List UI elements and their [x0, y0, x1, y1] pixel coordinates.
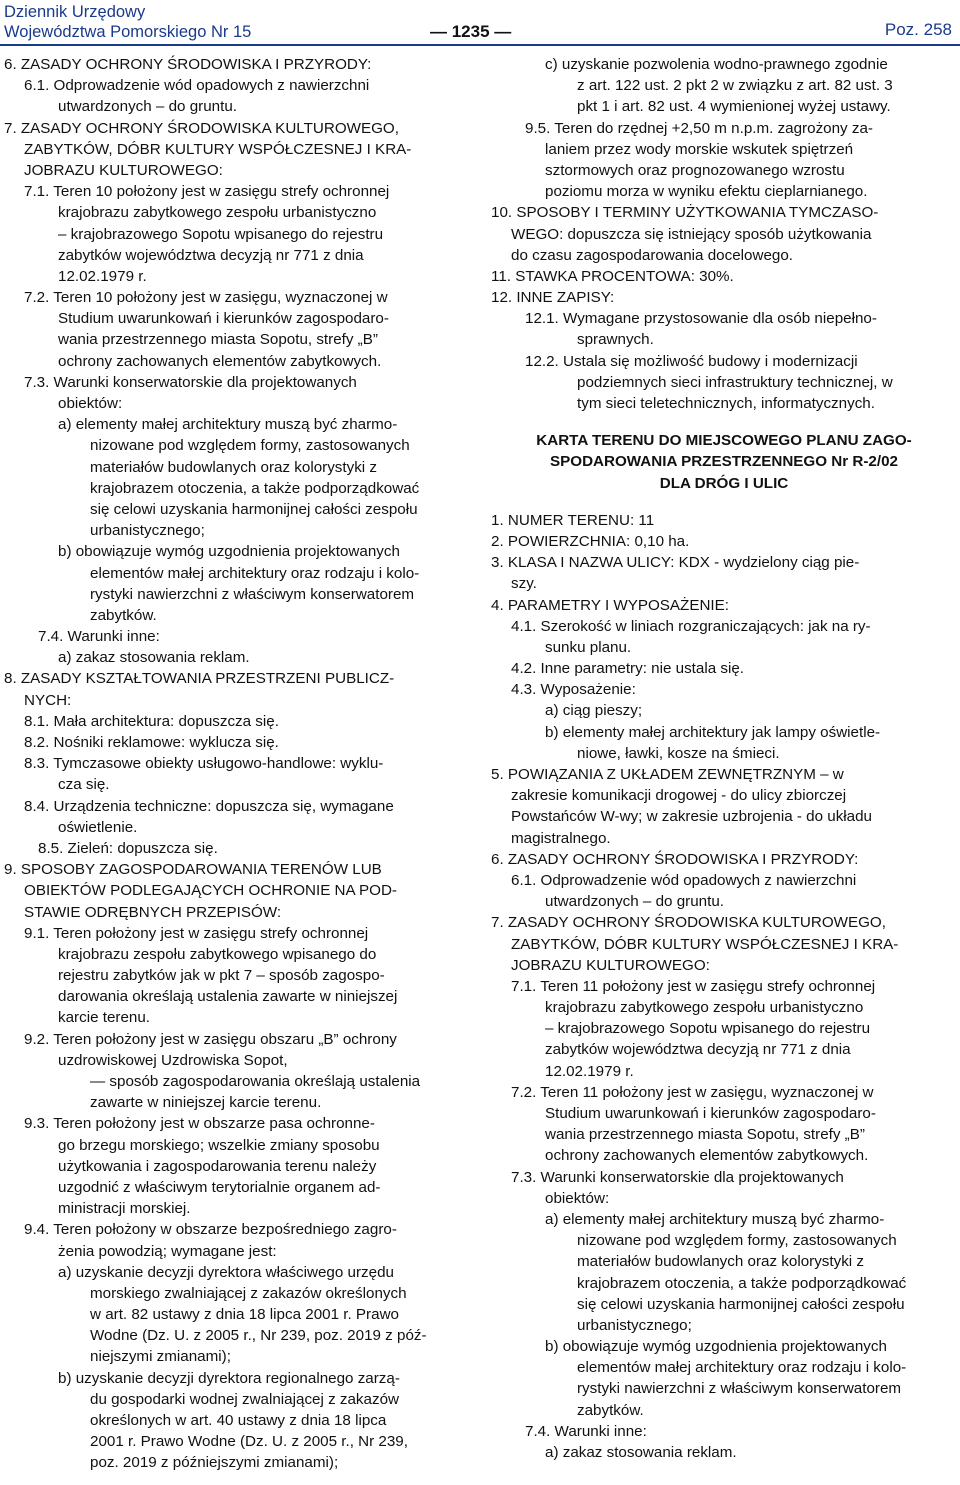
text-line: 9.5. Teren do rzędnej +2,50 m n.p.m. zagrożony za-	[525, 119, 873, 137]
text-line: 7.3. Warunki konserwatorskie dla projektowanych	[511, 1168, 844, 1186]
text-line: 9.2. Teren położony jest w zasięgu obszaru „B” ochrony	[24, 1030, 397, 1048]
page-number: — 1235 —	[430, 22, 512, 41]
text-line: 9.3. Teren położony jest w obszarze pasa ochronne-	[24, 1115, 375, 1133]
text-line: magistralnego.	[511, 829, 611, 847]
text-line: a) ciąg pieszy;	[545, 702, 643, 720]
text-line: nizowane pod względem formy, zastosowanych	[90, 437, 410, 455]
text-line: 8.4. Urządzenia techniczne: dopuszcza się, wymagane	[24, 797, 394, 815]
text-line: zabytków województwa decyzją nr 771 z dnia	[545, 1041, 851, 1059]
text-line: do czasu zagospodarowania docelowego.	[511, 246, 794, 264]
text-line: uzdrowiskowej Uzdrowiska Sopot,	[58, 1051, 288, 1069]
card-title-line: KARTA TERENU DO MIEJSCOWEGO PLANU ZAGO-	[536, 432, 912, 450]
text-line: sztormowych oraz prognozowanego wzrostu	[545, 161, 845, 179]
text-line: żenia powodzią; wymagane jest:	[58, 1242, 277, 1260]
text-line: elementów małej architektury oraz rodzaju i kolo-	[90, 564, 420, 582]
text-line: — sposób zagospodarowania określają ustalenia	[90, 1073, 421, 1090]
text-line: urbanistycznego;	[577, 1316, 692, 1334]
section-spacer	[491, 494, 957, 510]
text-line: 7.3. Warunki konserwatorskie dla projektowanych	[24, 373, 357, 391]
text-line: zawarte w niniejszej karcie terenu.	[90, 1094, 322, 1112]
text-line: OBIEKTÓW PODLEGAJĄCYCH OCHRONIE NA POD-	[24, 882, 397, 900]
text-line: 11. STAWKA PROCENTOWA: 30%.	[491, 267, 734, 285]
text-line: wania przestrzennego miasta Sopotu, strefy „B”	[58, 331, 378, 349]
section-spacer	[491, 414, 957, 430]
text-line: laniem przez wody morskie wskutek spiętrzeń	[545, 140, 854, 158]
text-line: 12.1. Wymagane przystosowanie dla osób niepełno-	[525, 310, 877, 328]
text-line: 6.1. Odprowadzenie wód opadowych z nawierzchni	[511, 871, 857, 889]
journal-title	[4, 2, 251, 42]
text-line: rystyki nawierzchni z właściwym konserwatorem	[90, 585, 415, 603]
text-line: zakresie komunikacji drogowej - do ulicy zbiorczej	[511, 787, 847, 805]
text-line: sunku planu.	[545, 638, 632, 656]
text-line: oświetlenie.	[58, 818, 138, 836]
text-line: WEGO: dopuszcza się istniejący sposób użytkowania	[511, 225, 872, 243]
text-line: 4. PARAMETRY I WYPOSAŻENIE:	[491, 596, 729, 614]
text-line: się celowi uzyskania harmonijnej całości zespołu	[577, 1295, 905, 1313]
text-line: darowania określają ustalenia zawarte w niniejszej	[58, 988, 398, 1006]
text-line: się celowi uzyskania harmonijnej całości zespołu	[90, 500, 418, 518]
text-line: b) obowiązuje wymóg uzgodnienia projektowanych	[58, 543, 400, 561]
card-title-line: SPODAROWANIA PRZESTRZENNEGO Nr R-2/02	[550, 453, 898, 471]
text-line: krajobrazu zabytkowego zespołu urbanistyczno	[545, 999, 864, 1017]
text-line: 10. SPOSOBY I TERMINY UŻYTKOWANIA TYMCZASO-	[491, 204, 879, 222]
right-column	[491, 54, 957, 1463]
journal-issue: Województwa Pomorskiego Nr 15	[4, 23, 252, 41]
text-line: niowe, ławki, kosze na śmieci.	[577, 744, 780, 762]
text-line: 2. POWIERZCHNIA: 0,10 ha.	[491, 532, 690, 550]
text-line: a) zakaz stosowania reklam.	[545, 1444, 737, 1461]
text-line: 7.4. Warunki inne:	[38, 628, 160, 646]
text-line: elementów małej architektury oraz rodzaju i kolo-	[577, 1359, 907, 1377]
text-line: szy.	[511, 575, 537, 593]
text-line: JOBRAZU KULTUROWEGO:	[511, 956, 710, 974]
text-line: 6.1. Odprowadzenie wód opadowych z nawierzchni	[24, 77, 370, 95]
text-line: 7.1. Teren 11 położony jest w zasięgu strefy ochronnej	[511, 977, 876, 995]
text-line: – krajobrazowego Sopotu wpisanego do rejestru	[545, 1020, 871, 1038]
text-line: c) uzyskanie pozwolenia wodno-prawnego zgodnie	[545, 56, 888, 73]
text-line: utwardzonych – do gruntu.	[58, 98, 237, 116]
text-line: 7.2. Teren 10 położony jest w zasięgu, wyznaczonej w	[24, 289, 388, 307]
text-line: b) elementy małej architektury jak lampy oświetle-	[545, 723, 881, 741]
text-line: rejestru zabytków jak w pkt 7 – sposób zagospo-	[58, 967, 385, 985]
text-line: NYCH:	[24, 691, 72, 709]
text-line: krajobrazem otoczenia, a także podporządkować	[577, 1274, 907, 1292]
text-line: Studium uwarunkowań i kierunków zagospodaro-	[58, 310, 389, 328]
text-line: a) elementy małej architektury muszą być zharmo-	[58, 416, 398, 434]
text-line: podziemnych sieci infrastruktury technicznej, w	[577, 373, 893, 391]
text-line: JOBRAZU KULTUROWEGO:	[24, 161, 223, 179]
text-line: 8.1. Mała architektura: dopuszcza się.	[24, 712, 279, 730]
text-line: poziomu morza w wyniku efektu cieplarnianego.	[545, 183, 868, 201]
text-line: sprawnych.	[577, 331, 654, 349]
text-line: uzgodnić z właściwym terytorialnie organem ad-	[58, 1178, 381, 1196]
text-line: 3. KLASA I NAZWA ULICY: KDX - wydzielony ciąg pie-	[491, 554, 860, 572]
text-line: rystyki nawierzchni z właściwym konserwatorem	[577, 1380, 902, 1398]
text-line: użytkowania i zagospodarowania terenu należy	[58, 1157, 377, 1175]
text-line: 4.2. Inne parametry: nie ustala się.	[511, 660, 745, 678]
text-line: urbanistycznego;	[90, 522, 205, 540]
text-line: zabytków.	[90, 606, 157, 624]
text-line: materiałów budowlanych oraz kolorystyki z	[577, 1253, 864, 1271]
text-line: obiektów:	[545, 1189, 610, 1207]
text-line: du gospodarki wodnej zwalniającej z zakazów	[90, 1390, 399, 1408]
text-line: z art. 122 ust. 2 pkt 2 w związku z art. 82 ust. 3	[577, 77, 893, 95]
text-line: 4.1. Szerokość w liniach rozgraniczających: jak na ry-	[511, 617, 871, 635]
text-line: nizowane pod względem formy, zastosowanych	[577, 1232, 897, 1250]
text-line: 8.2. Nośniki reklamowe: wyklucza się.	[24, 734, 279, 751]
text-line: ochrony zachowanych elementów zabytkowych.	[545, 1147, 869, 1165]
text-line: ZABYTKÓW, DÓBR KULTURY WSPÓŁCZESNEJ I KRA-	[24, 140, 412, 158]
text-line: utwardzonych – do gruntu.	[545, 893, 724, 911]
text-line: poz. 2019 z późniejszymi zmianami);	[90, 1454, 339, 1472]
text-line: 7. ZASADY OCHRONY ŚRODOWISKA KULTUROWEGO,	[491, 914, 886, 932]
text-line: STAWIE ODRĘBNYCH PRZEPISÓW:	[24, 903, 282, 921]
text-line: 7.2. Teren 11 położony jest w zasięgu, wyznaczonej w	[511, 1083, 874, 1101]
text-line: krajobrazu zabytkowego zespołu urbanistyczno	[58, 204, 377, 222]
text-line: 7.4. Warunki inne:	[525, 1422, 647, 1440]
text-line: morskiego zwalniającej z zakazów określonych	[90, 1284, 407, 1302]
card-title	[491, 430, 957, 494]
text-line: a) uzyskanie decyzji dyrektora właściwego urzędu	[58, 1263, 394, 1281]
text-line: 7.1. Teren 10 położony jest w zasięgu strefy ochronnej	[24, 183, 390, 201]
text-line: niejszymi zmianami);	[90, 1348, 231, 1366]
text-line: 5. POWIĄZANIA Z UKŁADEM ZEWNĘTRZNYM – w	[491, 766, 844, 783]
page-header	[0, 0, 960, 46]
text-line: 9.4. Teren położony w obszarze bezpośredniego zagro-	[24, 1221, 397, 1239]
text-line: 2001 r. Prawo Wodne (Dz. U. z 2005 r., Nr 239,	[90, 1433, 408, 1451]
text-line: materiałów budowlanych oraz kolorystyki z	[90, 458, 377, 476]
text-line: ochrony zachowanych elementów zabytkowych.	[58, 352, 382, 370]
left-column	[4, 54, 466, 1474]
text-line: a) elementy małej architektury muszą być zharmo-	[545, 1210, 885, 1228]
text-line: 9. SPOSOBY ZAGOSPODAROWANIA TERENÓW LUB	[4, 861, 382, 879]
text-line: tym sieci teletechnicznych, informatycznych.	[577, 395, 875, 412]
text-line: 12. INNE ZAPISY:	[491, 289, 615, 307]
text-line: określonych w art. 40 ustawy z dnia 18 lipca	[90, 1412, 387, 1429]
text-line: 4.3. Wyposażenie:	[511, 681, 636, 699]
text-line: krajobrazu zespołu zabytkowego wpisanego do	[58, 945, 377, 963]
text-line: go brzegu morskiego; wszelkie zmiany sposobu	[58, 1136, 380, 1154]
card-title-line: DLA DRÓG I ULIC	[659, 474, 789, 492]
right-column-bottom-section	[491, 510, 957, 1463]
text-line: obiektów:	[58, 395, 123, 412]
text-line: zabytków województwa decyzją nr 771 z dnia	[58, 246, 364, 264]
text-line: zabytków.	[577, 1401, 644, 1419]
text-line: 1. NUMER TERENU: 11	[491, 511, 655, 529]
text-line: wania przestrzennego miasta Sopotu, strefy „B”	[545, 1126, 865, 1144]
text-line: ZABYTKÓW, DÓBR KULTURY WSPÓŁCZESNEJ I KRA-	[511, 935, 899, 953]
text-line: krajobrazem otoczenia, a także podporządkować	[90, 479, 420, 497]
position-number: Poz. 258	[884, 20, 952, 39]
text-line: 6. ZASADY OCHRONY ŚRODOWISKA I PRZYRODY:	[491, 850, 859, 868]
text-line: 8.3. Tymczasowe obiekty usługowo-handlowe: wyklu-	[24, 755, 384, 773]
text-line: b) uzyskanie decyzji dyrektora regionalnego zarzą-	[58, 1369, 400, 1387]
text-line: w art. 82 ustawy z dnia 18 lipca 2001 r. Prawo	[90, 1306, 399, 1324]
text-line: karcie terenu.	[58, 1009, 151, 1027]
text-line: Wodne (Dz. U. z 2005 r., Nr 239, poz. 2019 z póź-	[90, 1327, 427, 1345]
text-line: 6. ZASADY OCHRONY ŚRODOWISKA I PRZYRODY:	[4, 56, 372, 73]
header-divider	[0, 44, 960, 46]
text-line: 7. ZASADY OCHRONY ŚRODOWISKA KULTUROWEGO,	[4, 119, 399, 137]
text-line: pkt 1 i art. 82 ust. 4 wymienionej wyżej ustawy.	[577, 98, 891, 116]
text-line: 8.5. Zieleń: dopuszcza się.	[38, 839, 218, 857]
text-line: b) obowiązuje wymóg uzgodnienia projektowanych	[545, 1338, 887, 1356]
text-line: Powstańców W-wy; w zakresie uzbrojenia - do układu	[511, 808, 872, 826]
text-line: ministracji morskiej.	[58, 1200, 191, 1218]
journal-name: Dziennik Urzędowy	[4, 3, 146, 21]
text-line: cza się.	[58, 776, 110, 794]
right-column-top-section	[491, 54, 957, 414]
text-line: 8. ZASADY KSZTAŁTOWANIA PRZESTRZENI PUBLICZ-	[4, 670, 395, 688]
text-line: Studium uwarunkowań i kierunków zagospodaro-	[545, 1105, 876, 1122]
text-line: 12.2. Ustala się możliwość budowy i modernizacji	[525, 352, 858, 370]
text-line: – krajobrazowego Sopotu wpisanego do rejestru	[58, 225, 384, 243]
text-line: 12.02.1979 r.	[545, 1062, 634, 1080]
text-line: a) zakaz stosowania reklam.	[58, 649, 250, 667]
text-line: 12.02.1979 r.	[58, 267, 147, 285]
text-line: 9.1. Teren położony jest w zasięgu strefy ochronnej	[24, 924, 369, 942]
